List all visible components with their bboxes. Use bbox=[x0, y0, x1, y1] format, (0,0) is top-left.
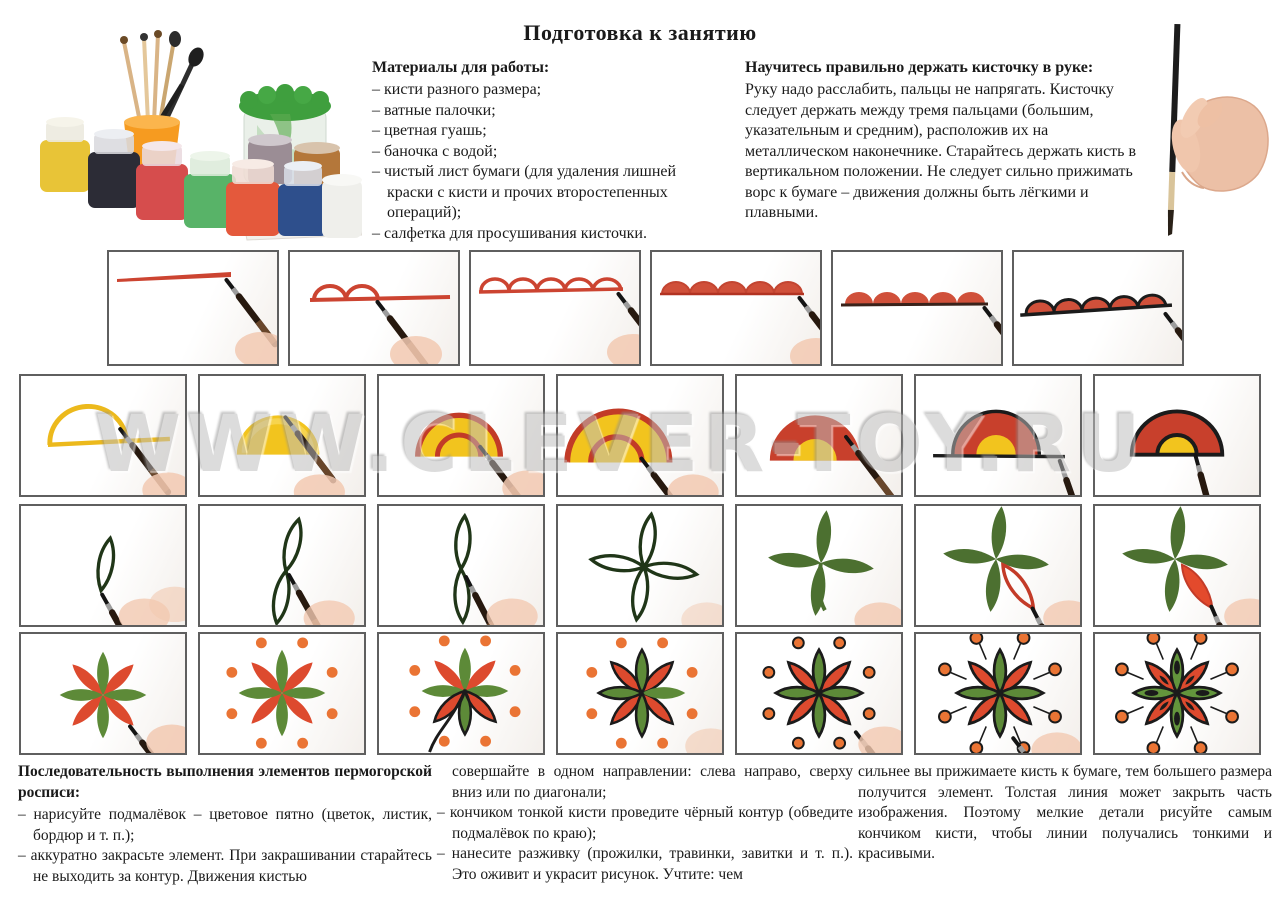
step-dome-6-black-contour-base bbox=[914, 374, 1082, 497]
materials-item: – баночка с водой; bbox=[372, 142, 498, 160]
hand-with-brush-photo bbox=[1122, 22, 1272, 244]
step-dome-4-red-arcs-closeup bbox=[556, 374, 724, 497]
sequence-heading: Последовательность выполнения элементов пермогорской росписи: bbox=[18, 763, 432, 801]
materials-photo bbox=[12, 30, 362, 242]
step-flower-3-contour-begins bbox=[377, 632, 545, 755]
sequence-column-3 bbox=[858, 762, 1272, 865]
sequence-list-2 bbox=[437, 803, 853, 885]
hand-holding-brush-illustration bbox=[1122, 22, 1272, 244]
sequence-list-1 bbox=[18, 805, 432, 887]
step-leaf-7-red-filled bbox=[1093, 504, 1261, 627]
brush-grip-body: Руку надо расслабить, пальцы не напрягать. Кисточку следует держать между тремя пальцами (большим, указательным и средним), расположив их на металлическом наконечнике. Старайтесь держать кисть в вертикальном положении. Не следует сильно прижимать ворс к бумаге – движения должны быть лёгкими и плавными. bbox=[745, 81, 1137, 222]
sequence-item: – нанесите разживку (прожилки, травинки, завитки и т. п.). Это оживит и украсит рисунок. Учтите: чем bbox=[437, 845, 853, 884]
step-border-2-first-arcs bbox=[288, 250, 460, 366]
step-leaf-1-single-outline bbox=[19, 504, 187, 627]
sequence-item: – аккуратно закрасьте элемент. При закрашивании старайтесь не выходить за контур. Движения кистью bbox=[18, 847, 432, 886]
paints-and-brushes-illustration bbox=[12, 30, 362, 242]
site-watermark: WWW.CLEVER-TOY.RU bbox=[95, 400, 1147, 490]
step-flower-2-orange-dots bbox=[198, 632, 366, 755]
step-border-1-red-line bbox=[107, 250, 279, 366]
materials-item: – чистый лист бумаги (для удаления лишней краски с кисти и прочих второстепенных операций); bbox=[372, 163, 677, 222]
step-leaf-3-crossed-outlines bbox=[377, 504, 545, 627]
page-title: Подготовка к занятию bbox=[523, 20, 757, 45]
step-border-6-black-outline bbox=[1012, 250, 1184, 366]
materials-list bbox=[372, 80, 714, 244]
materials-item: – ватные палочки; bbox=[372, 101, 496, 119]
tutorial-row-scalloped-border bbox=[107, 250, 1184, 366]
sequence-continuation-3: сильнее вы прижимаете кисть к бумаге, тем большего размера получится элемент. Толстая линия может закрыть часть изображения. Поэтому мелкие детали рисуйте самым кончиком кисти, чтобы линии получались тонкими и красивыми. bbox=[858, 763, 1272, 863]
step-dome-2-yellow-filled bbox=[198, 374, 366, 497]
tutorial-row-flower bbox=[19, 632, 1261, 755]
tutorial-row-semicircle bbox=[19, 374, 1261, 497]
sequence-column-1 bbox=[18, 762, 432, 888]
sequence-continuation-2: совершайте в одном направлении: слева направо, сверху вниз или по диагонали; bbox=[452, 763, 853, 801]
step-flower-7-finished-with-veins bbox=[1093, 632, 1261, 755]
step-flower-6-stalks-to-dots bbox=[914, 632, 1082, 755]
materials-section bbox=[372, 58, 714, 244]
step-border-5-scallops-dark-base bbox=[831, 250, 1003, 366]
step-leaf-6-red-outline-added bbox=[914, 504, 1082, 627]
step-leaf-5-green-filled bbox=[735, 504, 903, 627]
brush-grip-heading: Научитесь правильно держать кисточку в руке: bbox=[745, 59, 1094, 76]
step-flower-4-contour-petals bbox=[556, 632, 724, 755]
step-border-3-five-arc-outlines bbox=[469, 250, 641, 366]
step-flower-5-all-outlined bbox=[735, 632, 903, 755]
sequence-item: – кончиком тонкой кисти проведите чёрный контур (обведите подмалёвок по краю); bbox=[437, 804, 853, 842]
tutorial-row-leaf bbox=[19, 504, 1261, 627]
step-border-4-arcs-filled bbox=[650, 250, 822, 366]
sequence-column-2 bbox=[437, 762, 853, 886]
brush-grip-section bbox=[745, 58, 1147, 224]
step-dome-5-red-ring-filled bbox=[735, 374, 903, 497]
step-dome-1-yellow-outline bbox=[19, 374, 187, 497]
step-dome-7-full-black-contour bbox=[1093, 374, 1261, 497]
step-dome-3-red-arcs bbox=[377, 374, 545, 497]
step-leaf-4-four-petal-outline bbox=[556, 504, 724, 627]
materials-item: – кисти разного размера; bbox=[372, 81, 542, 99]
step-flower-1-petals bbox=[19, 632, 187, 755]
materials-heading: Материалы для работы: bbox=[372, 59, 550, 76]
sequence-item: – нарисуйте подмалёвок – цветовое пятно (цветок, листик, бордюр и т. п.); bbox=[18, 806, 432, 844]
materials-item: – салфетка для просушивания кисточки. bbox=[372, 224, 647, 242]
materials-item: – цветная гуашь; bbox=[372, 122, 487, 140]
step-leaf-2-two-outlines bbox=[198, 504, 366, 627]
